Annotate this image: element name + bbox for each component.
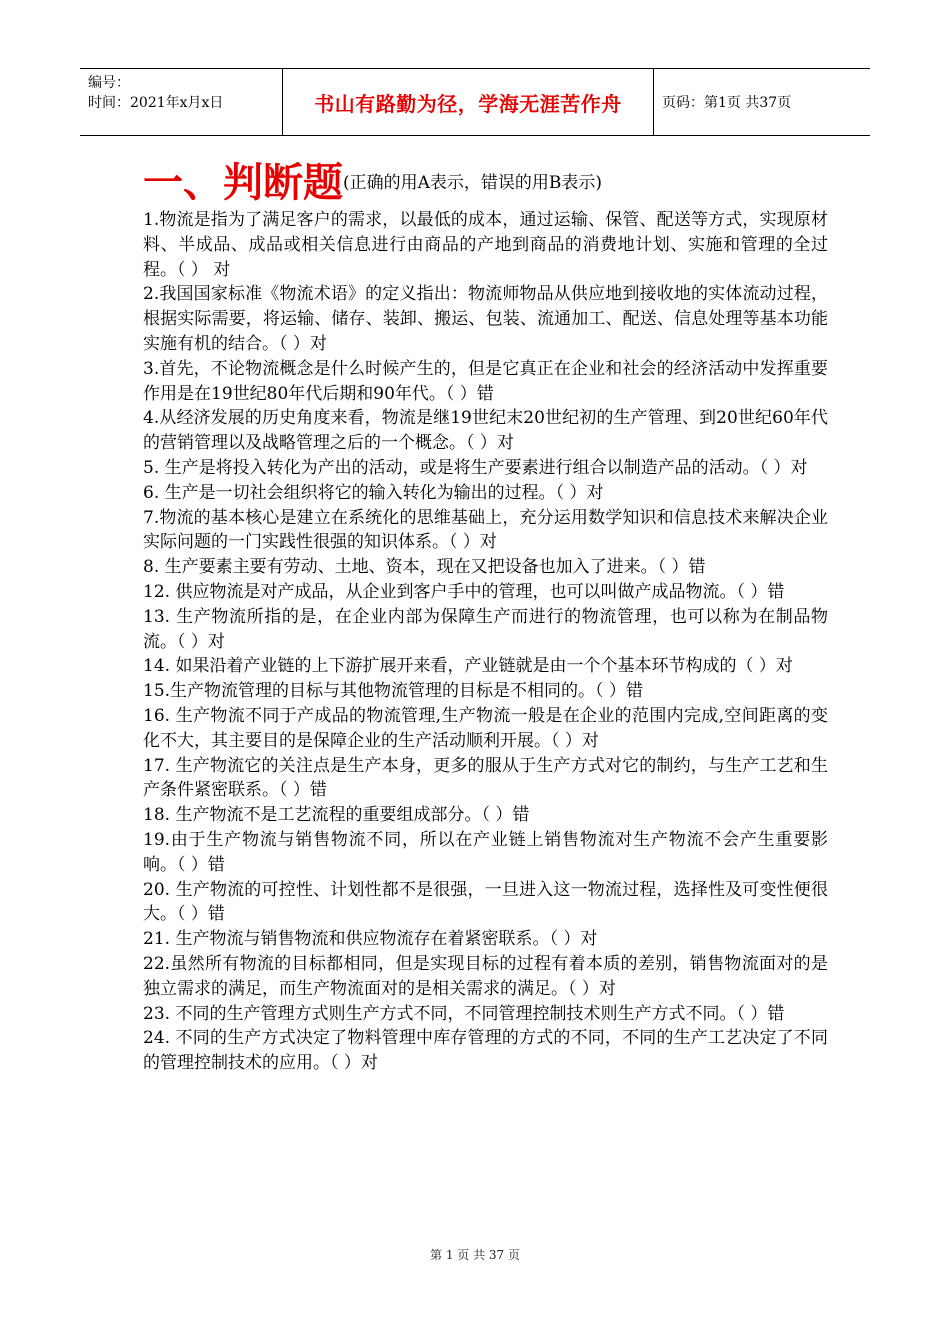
document-date-label: 时间：2021年x月x日: [88, 95, 224, 111]
question-item: 23. 不同的生产管理方式则生产方式不同，不同管理控制技术则生产方式不同。（ ）错: [143, 1003, 785, 1024]
question-item: 24. 不同的生产方式决定了物料管理中库存管理的方式的不同，不同的生产工艺决定了不同的管理控制技术的应用。（ ）对: [143, 1028, 828, 1074]
question-item: 18. 生产物流不是工艺流程的重要组成部分。（ ）错: [143, 805, 530, 826]
question-item: 16. 生产物流不同于产成品的物流管理,生产物流一般是在企业的范围内完成,空间距离的变化不大，其主要目的是保障企业的生产活动顺利开展。（ ）对: [143, 705, 828, 751]
question-item: 5. 生产是将投入转化为产出的活动，或是将生产要素进行组合以制造产品的活动。（ ）对: [143, 457, 808, 478]
question-item: 2.我国国家标准《物流术语》的定义指出：物流师物品从供应地到接收地的实体流动过程，根据实际需要，将运输、储存、装卸、搬运、包装、流通加工、配送、信息处理等基本功能实施有机的结合。（ ）对: [143, 284, 828, 354]
header-motto: 书山有路勤为径，学海无涯苦作舟: [282, 69, 654, 135]
section-heading: [143, 158, 843, 208]
question-item: 14. 如果沿着产业链的上下游扩展开来看，产业链就是由一个个基本环节构成的（ ）对: [143, 656, 793, 677]
question-item: 15.生产物流管理的目标与其他物流管理的目标是不相同的。（ ）错: [143, 681, 643, 702]
section-subtitle: (正确的用A表示，错误的用B表示): [343, 173, 603, 193]
header-left-cell: [80, 69, 282, 135]
question-item: 13. 生产物流所指的是，在企业内部为保障生产而进行的物流管理，也可以称为在制品物流。（ ）对: [143, 606, 828, 652]
question-item: 7.物流的基本核心是建立在系统化的思维基础上，充分运用数学知识和信息技术来解决企业实际问题的一门实践性很强的知识体系。（ ）对: [143, 507, 828, 553]
question-item: 4.从经济发展的历史角度来看，物流是继19世纪末20世纪初的生产管理、到20世纪60年代的营销管理以及战略管理之后的一个概念。（ ）对: [143, 408, 828, 454]
question-item: 6. 生产是一切社会组织将它的输入转化为输出的过程。（ ）对: [143, 482, 604, 503]
header-page-info: 页码：第1页 共37页: [662, 95, 792, 111]
question-item: 21. 生产物流与销售物流和供应物流存在着紧密联系。（ ）对: [143, 929, 598, 950]
question-item: 12. 供应物流是对产成品，从企业到客户手中的管理，也可以叫做产成品物流。（ ）错: [143, 581, 785, 602]
question-item: 3.首先，不论物流概念是什么时候产生的，但是它真正在企业和社会的经济活动中发挥重要作用是在19世纪80年代后期和90年代。（ ）错: [143, 358, 828, 404]
question-item: 8. 生产要素主要有劳动、土地、资本，现在又把设备也加入了进来。（ ）错: [143, 557, 706, 578]
question-item: 20. 生产物流的可控性、计划性都不是很强，一旦进入这一物流过程，选择性及可变性便很大。（ ）错: [143, 879, 828, 925]
question-item: 22.虽然所有物流的目标都相同，但是实现目标的过程有着本质的差别，销售物流面对的是独立需求的满足，而生产物流面对的是相关需求的满足。（ ）对: [143, 953, 828, 999]
page-header: [80, 68, 870, 136]
question-item: 19.由于生产物流与销售物流不同，所以在产业链上销售物流对生产物流不会产生重要影响。（ ）错: [143, 829, 828, 875]
page-footer: 第 1 页 共 37 页: [430, 1248, 520, 1262]
section-title: 一、判断题: [143, 160, 343, 206]
question-item: 1.物流是指为了满足客户的需求，以最低的成本，通过运输、保管、配送等方式，实现原材料、半成品、成品或相关信息进行由商品的产地到商品的消费地计划、实施和管理的全过程。（ ） 对: [143, 210, 828, 280]
question-item: 17. 生产物流它的关注点是生产本身，更多的服从于生产方式对它的制约，与生产工艺和生产条件紧密联系。（ ）错: [143, 755, 828, 801]
document-number-label: 编号：: [88, 75, 130, 91]
question-list: [143, 208, 828, 1076]
